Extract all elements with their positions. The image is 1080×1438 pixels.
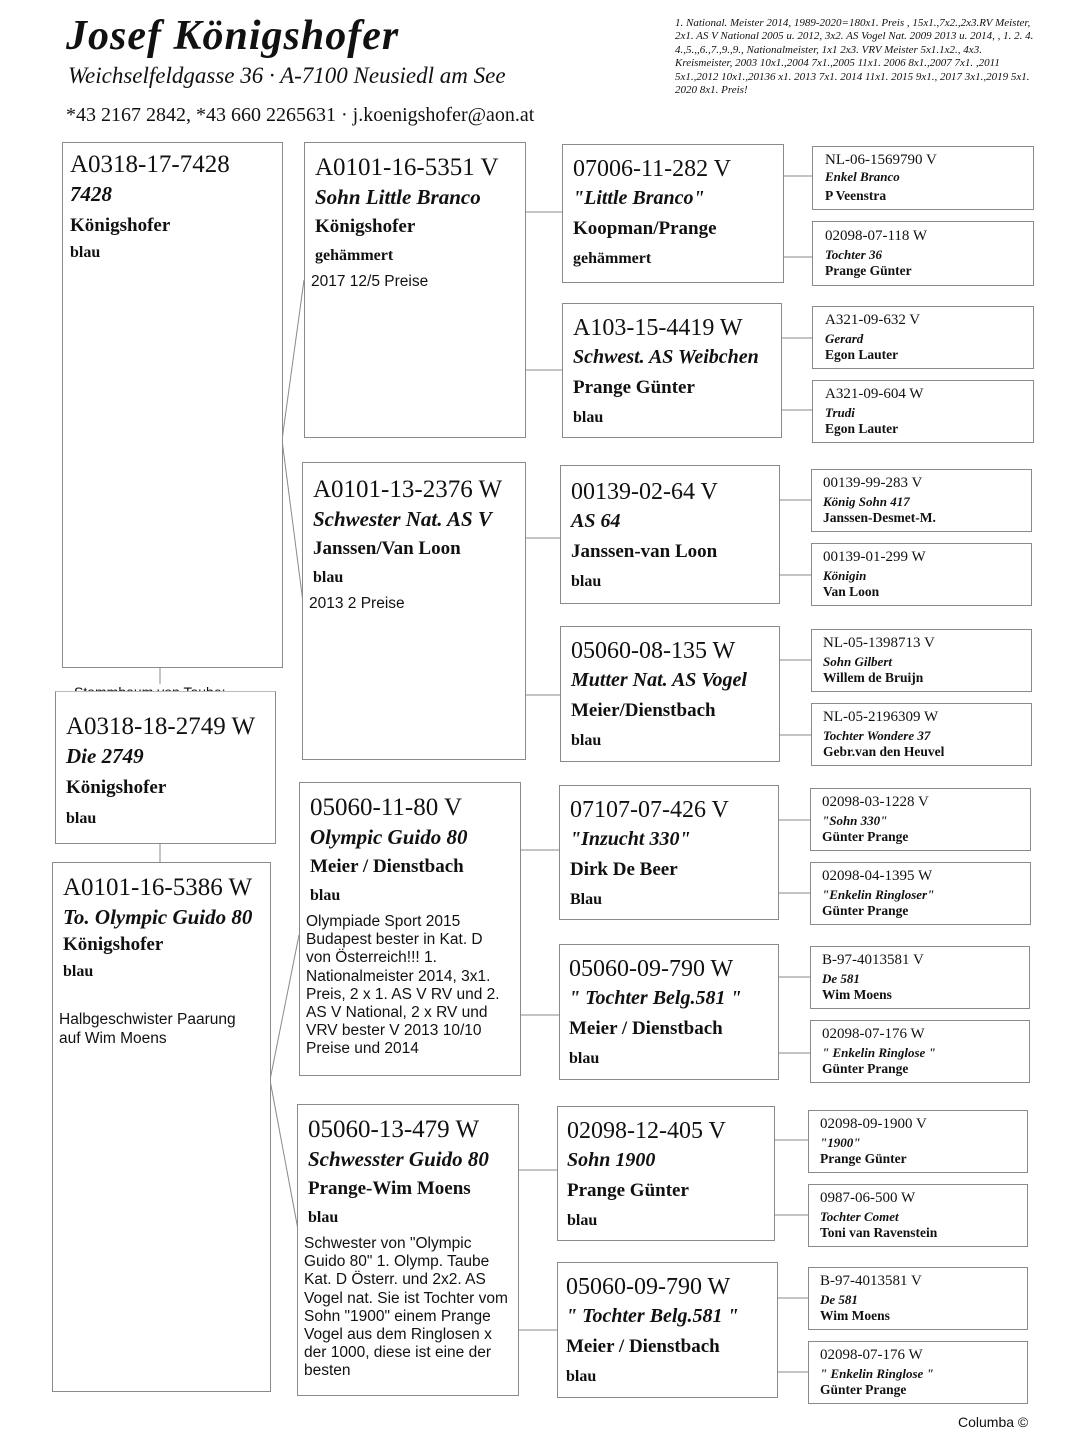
great-grandparent-color: blau — [567, 1212, 598, 1229]
gen4-ring: NL-05-2196309 W — [823, 709, 939, 725]
great-grandparent-card — [560, 626, 780, 762]
father-ring: A0318-17-7428 — [70, 151, 230, 178]
great-grandparent-card — [562, 144, 784, 283]
grandparent-name: Sohn Little Branco — [315, 185, 481, 209]
achievements-text: 1. National. Meister 2014, 1989-2020=180x1. Preis , 15x1.,7x2.,2x3.RV Meister, 2x1. AS V National 2005 u. 2012, 3x2. AS Vogel Nat. 2009 2013 u. 2014, , 1. 2. 4. 4.,5.,,6.,7.,9.,9., Nationalmeister, 1x1 2x3. VRV Meister 5x1.1x2., 4x3. Kreismeister, 2003 10x1.,2004 7x1.,2005 11x1. 2006 8x1.,2007 7x1. ,2011 5x1.,2012 10x1.,20136 x1. 2013 7x1. 2014 11x1. 2015 9x1., 2017 3x1.,2019 5x1. 2020 8x1. Preis! — [675, 17, 1034, 97]
grandparent-note: 2017 12/5 Preise — [311, 273, 429, 290]
owner-name: Josef Königshofer — [66, 13, 400, 59]
great-grandparent-name: "Inzucht 330" — [570, 828, 691, 850]
gen4-name: Enkel Branco — [825, 169, 900, 184]
gen4-breeder: P Veenstra — [825, 188, 887, 203]
gen4-name: Trudi — [825, 405, 855, 420]
gen4-breeder: Gebr.van den Heuvel — [823, 744, 945, 759]
gen4-breeder: Egon Lauter — [825, 347, 899, 362]
gen4-ring: NL-06-1569790 V — [825, 152, 937, 168]
gen4-name: Tochter Wondere 37 — [823, 728, 931, 743]
great-grandparent-name: " Tochter Belg.581 " — [569, 987, 742, 1009]
gen4-card — [812, 146, 1034, 210]
gen4-card — [812, 306, 1034, 369]
grandparent-card — [297, 1104, 519, 1396]
grandparent-name: Schwester Nat. AS V — [313, 507, 492, 531]
grandparent-breeder: Janssen/Van Loon — [313, 538, 461, 559]
grandparent-breeder: Königshofer — [315, 216, 416, 237]
gen4-name: "1900" — [820, 1135, 861, 1150]
grandparent-note: 2013 2 Preise — [309, 595, 405, 612]
gen4-breeder: Van Loon — [823, 584, 880, 599]
gen4-name: De 581 — [820, 1292, 858, 1307]
great-grandparent-breeder: Meier / Dienstbach — [569, 1018, 723, 1039]
grandparent-ring: A0101-13-2376 W — [313, 476, 503, 503]
gen4-ring: 02098-03-1228 V — [822, 794, 929, 810]
grandparent-ring: 05060-11-80 V — [310, 794, 463, 821]
gen4-ring: 02098-09-1900 V — [820, 1116, 927, 1132]
mother-card — [52, 862, 271, 1392]
owner-contact: *43 2167 2842, *43 660 2265631 · j.koenigshofer@aon.at — [66, 104, 535, 126]
grandparent-ring: A0101-16-5351 V — [315, 154, 499, 181]
gen4-name: " Enkelin Ringlose " — [820, 1366, 934, 1381]
grandparent-color: gehämmert — [315, 247, 394, 264]
gen4-card — [811, 629, 1032, 692]
gen4-card — [808, 1267, 1028, 1330]
gen4-breeder: Willem de Bruijn — [823, 670, 924, 685]
gen4-name: De 581 — [822, 971, 860, 986]
gen4-card — [812, 380, 1034, 443]
great-grandparent-color: Blau — [570, 891, 603, 908]
gen4-breeder: Günter Prange — [820, 1382, 907, 1397]
subject-breeder: Königshofer — [66, 777, 167, 798]
great-grandparent-breeder: Janssen-van Loon — [571, 541, 718, 562]
owner-address: Weichselfeldgasse 36 · A-7100 Neusiedl am See — [68, 63, 506, 88]
subject-card — [55, 691, 276, 844]
grandparent-breeder: Meier / Dienstbach — [310, 856, 464, 877]
great-grandparent-name: "Little Branco" — [573, 187, 705, 209]
grandparent-card — [299, 782, 521, 1076]
gen4-ring: 02098-07-176 W — [822, 1026, 925, 1042]
grandparent-color: blau — [310, 887, 341, 904]
gen4-breeder: Wim Moens — [822, 987, 892, 1002]
great-grandparent-color: gehämmert — [573, 250, 652, 267]
gen4-ring: 02098-07-176 W — [820, 1347, 923, 1363]
gen4-ring: NL-05-1398713 V — [823, 635, 935, 651]
great-grandparent-card — [559, 785, 779, 920]
gen4-card — [808, 1341, 1028, 1404]
gen4-card — [812, 221, 1034, 286]
father-card — [62, 142, 283, 668]
grandparent-name: Olympic Guido 80 — [310, 825, 468, 849]
mother-note: Halbgeschwister Paarung auf Wim Moens — [59, 1011, 236, 1047]
gen4-name: "Sohn 330" — [822, 813, 888, 828]
gen4-card — [811, 469, 1032, 532]
gen4-ring: 00139-01-299 W — [823, 549, 926, 565]
great-grandparent-color: blau — [566, 1368, 597, 1385]
gen4-card — [810, 1020, 1030, 1083]
great-grandparent-color: blau — [569, 1050, 600, 1067]
mother-breeder: Königshofer — [63, 934, 164, 955]
great-grandparent-ring: 05060-08-135 W — [571, 638, 736, 664]
great-grandparent-breeder: Prange Günter — [573, 377, 695, 398]
mother-name: To. Olympic Guido 80 — [63, 905, 253, 929]
gen4-name: König Sohn 417 — [823, 494, 910, 509]
great-grandparent-card — [559, 944, 779, 1080]
grandparent-card — [302, 462, 526, 760]
grandparent-color: blau — [313, 569, 344, 586]
gen4-breeder: Wim Moens — [820, 1308, 890, 1323]
great-grandparent-breeder: Koopman/Prange — [573, 218, 717, 239]
gen4-name: " Enkelin Ringlose " — [822, 1045, 936, 1060]
gen4-name: Tochter 36 — [825, 247, 882, 262]
gen4-name: "Enkelin Ringloser" — [822, 887, 935, 902]
gen4-name: Gerard — [825, 331, 864, 346]
great-grandparent-ring: 05060-09-790 W — [569, 956, 734, 982]
great-grandparent-ring: A103-15-4419 W — [573, 315, 743, 341]
gen4-card — [810, 788, 1031, 851]
gen4-ring: 02098-07-118 W — [825, 228, 928, 244]
gen4-name: Sohn Gilbert — [823, 654, 892, 669]
subject-color: blau — [66, 810, 97, 827]
great-grandparent-ring: 07107-07-426 V — [570, 797, 729, 823]
gen4-breeder: Günter Prange — [822, 829, 909, 844]
great-grandparent-card — [557, 1262, 778, 1398]
subject-ring: A0318-18-2749 W — [66, 713, 256, 740]
great-grandparent-color: blau — [571, 573, 602, 590]
gen4-breeder: Janssen-Desmet-M. — [823, 510, 936, 525]
great-grandparent-name: Schwest. AS Weibchen — [573, 346, 759, 368]
great-grandparent-name: AS 64 — [571, 510, 621, 532]
gen4-breeder: Prange Günter — [820, 1151, 907, 1166]
gen4-card — [810, 946, 1030, 1009]
great-grandparent-name: " Tochter Belg.581 " — [566, 1305, 739, 1327]
great-grandparent-breeder: Dirk De Beer — [570, 859, 678, 880]
grandparent-ring: 05060-13-479 W — [308, 1116, 480, 1143]
great-grandparent-ring: 05060-09-790 W — [566, 1274, 731, 1300]
great-grandparent-card — [560, 465, 780, 604]
grandparent-color: blau — [308, 1209, 339, 1226]
gen4-ring: 02098-04-1395 W — [822, 868, 933, 884]
great-grandparent-color: blau — [573, 409, 604, 426]
gen4-ring: B-97-4013581 V — [820, 1273, 922, 1289]
gen4-card — [811, 543, 1032, 606]
great-grandparent-color: blau — [571, 732, 602, 749]
great-grandparent-breeder: Prange Günter — [567, 1180, 689, 1201]
grandparent-card — [304, 142, 526, 438]
grandparent-note: Olympiade Sport 2015 Budapest bester in Kat. D von Österreich!!! 1. Nationalmeister 2014, 3x1. Preis, 2 x 1. AS V RV und 2. AS V National, 2 x RV und VRV bester V 2013 10/10 Preise und 2014 — [306, 913, 500, 1058]
father-name: 7428 — [70, 182, 112, 206]
subject-name: Die 2749 — [66, 744, 144, 768]
great-grandparent-card — [562, 303, 782, 438]
great-grandparent-name: Mutter Nat. AS Vogel — [571, 669, 747, 691]
gen4-breeder: Prange Günter — [825, 263, 912, 278]
gen4-name: Tochter Comet — [820, 1209, 899, 1224]
gen4-ring: A321-09-604 W — [825, 386, 924, 402]
great-grandparent-breeder: Meier / Dienstbach — [566, 1336, 720, 1357]
gen4-ring: 00139-99-283 V — [823, 475, 923, 491]
footer-copyright: Columba © — [958, 1414, 1029, 1430]
gen4-ring: 0987-06-500 W — [820, 1190, 916, 1206]
great-grandparent-ring: 02098-12-405 V — [567, 1118, 726, 1144]
father-color: blau — [70, 244, 101, 261]
gen4-name: Königin — [823, 568, 867, 583]
great-grandparent-ring: 07006-11-282 V — [573, 156, 731, 182]
mother-ring: A0101-16-5386 W — [63, 874, 253, 901]
gen4-breeder: Toni van Ravenstein — [820, 1225, 938, 1240]
great-grandparent-name: Sohn 1900 — [567, 1149, 656, 1171]
great-grandparent-card — [557, 1106, 775, 1241]
grandparent-breeder: Prange-Wim Moens — [308, 1178, 471, 1199]
great-grandparent-breeder: Meier/Dienstbach — [571, 700, 716, 721]
gen4-breeder: Günter Prange — [822, 1061, 909, 1076]
gen4-card — [808, 1110, 1028, 1173]
grandparent-note: Schwester von "Olympic Guido 80" 1. Olymp. Taube Kat. D Österr. und 2x2. AS Vogel nat. Sie ist Tochter vom Sohn "1900" einem Prange Vogel aus dem Ringlosen x der 1000, diese ist eine der besten — [304, 1235, 508, 1380]
gen4-card — [811, 703, 1032, 766]
gen4-ring: B-97-4013581 V — [822, 952, 924, 968]
father-breeder: Königshofer — [70, 215, 171, 236]
gen4-card — [808, 1184, 1028, 1247]
mother-color: blau — [63, 963, 94, 980]
gen4-breeder: Günter Prange — [822, 903, 909, 918]
gen4-breeder: Egon Lauter — [825, 421, 899, 436]
gen4-card — [810, 862, 1031, 925]
great-grandparent-ring: 00139-02-64 V — [571, 479, 718, 505]
gen4-ring: A321-09-632 V — [825, 312, 921, 328]
grandparent-name: Schwesster Guido 80 — [308, 1147, 489, 1171]
